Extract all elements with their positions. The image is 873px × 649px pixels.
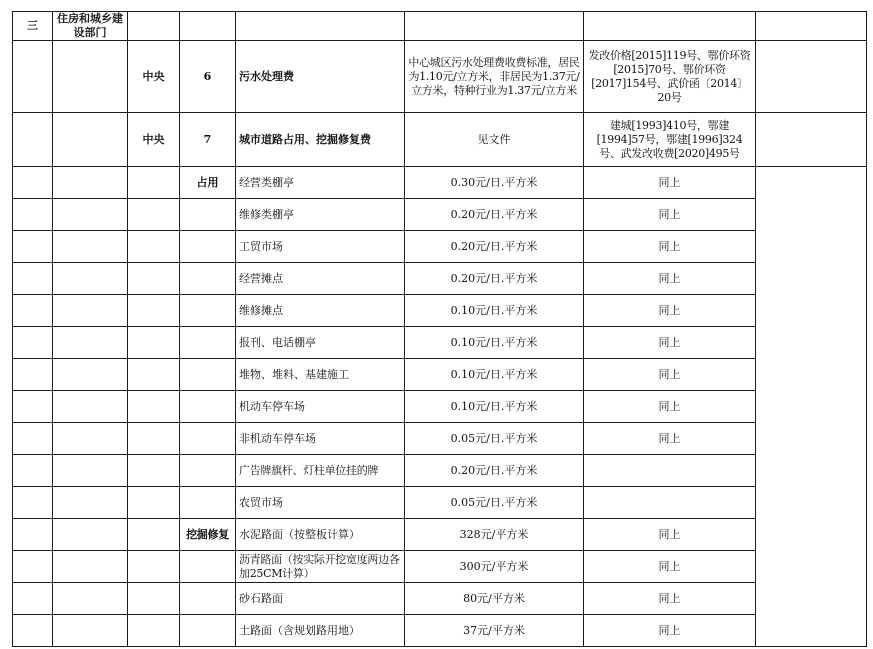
item-basis: 同上 [584,359,756,391]
empty-cell [53,487,128,519]
occupy-label: 占用 [180,167,236,199]
fee-level: 中央 [128,41,180,113]
item-standard: 0.20元/日.平方米 [405,199,584,231]
sub-item-row [13,391,867,423]
item-standard: 0.10元/日.平方米 [405,295,584,327]
empty-cell [13,359,53,391]
empty-cell [13,41,53,113]
item-name: 广告牌旗杆、灯柱单位挂的牌 [236,455,405,487]
empty-cell [180,487,236,519]
sub-item-row [13,327,867,359]
empty-cell [53,113,128,167]
item-standard: 0.10元/日.平方米 [405,327,584,359]
empty-cell [13,295,53,327]
item-basis: 同上 [584,263,756,295]
sub-item-row [13,551,867,583]
empty-cell [53,423,128,455]
empty-cell [128,263,180,295]
empty-cell [53,295,128,327]
fee-name: 污水处理费 [236,41,405,113]
item-basis: 同上 [584,615,756,647]
item-name: 维修摊点 [236,295,405,327]
item-basis: 同上 [584,327,756,359]
empty-cell [180,295,236,327]
fee-seq: 6 [180,41,236,113]
item-basis: 同上 [584,295,756,327]
empty-cell [180,615,236,647]
sub-item-row [13,231,867,263]
item-name: 土路面（含规划路用地） [236,615,405,647]
sub-item-row [13,519,867,551]
empty-merged-cell [756,167,867,647]
empty-cell [128,359,180,391]
item-basis: 同上 [584,231,756,263]
empty-cell [13,455,53,487]
empty-cell [13,391,53,423]
empty-cell [13,487,53,519]
empty-cell [53,615,128,647]
item-basis: 同上 [584,199,756,231]
fee-basis: 发改价格[2015]119号、鄂价环资[2015]70号、鄂价环资[2017]154号、武价函〔2014〕20号 [584,41,756,113]
empty-cell [128,551,180,583]
empty-cell [180,455,236,487]
item-standard: 0.20元/日.平方米 [405,455,584,487]
empty-cell [53,359,128,391]
empty-cell [756,12,867,41]
item-basis: 同上 [584,167,756,199]
empty-cell [128,583,180,615]
item-standard: 0.30元/日.平方米 [405,167,584,199]
sub-item-row [13,167,867,199]
empty-cell [128,455,180,487]
item-basis: 同上 [584,551,756,583]
item-standard: 0.05元/日.平方米 [405,423,584,455]
item-name: 农贸市场 [236,487,405,519]
fee-row [13,113,867,167]
sub-item-row [13,583,867,615]
item-name: 经营类棚亭 [236,167,405,199]
sub-item-row [13,615,867,647]
item-name: 非机动车停车场 [236,423,405,455]
item-basis: 同上 [584,391,756,423]
empty-cell [180,12,236,41]
empty-cell [180,327,236,359]
empty-cell [756,41,867,113]
item-standard: 80元/平方米 [405,583,584,615]
item-standard: 0.10元/日.平方米 [405,391,584,423]
sub-item-row [13,359,867,391]
empty-cell [405,12,584,41]
fee-level: 中央 [128,113,180,167]
item-standard: 300元/平方米 [405,551,584,583]
empty-cell [128,391,180,423]
empty-cell [128,231,180,263]
empty-cell [180,423,236,455]
sub-item-row [13,295,867,327]
item-name: 工贸市场 [236,231,405,263]
empty-cell [53,455,128,487]
empty-cell [128,423,180,455]
empty-cell [53,231,128,263]
empty-cell [180,263,236,295]
item-standard: 0.20元/日.平方米 [405,263,584,295]
empty-cell [128,327,180,359]
empty-cell [53,167,128,199]
empty-cell [13,423,53,455]
sub-item-row [13,423,867,455]
section-row [13,12,867,41]
sub-item-row [13,487,867,519]
fee-table [12,11,867,647]
item-standard: 0.20元/日.平方米 [405,231,584,263]
item-basis [584,487,756,519]
fee-standard: 中心城区污水处理费收费标准，居民为1.10元/立方米，非居民为1.37元/立方米，特种行业为1.37元/立方米 [405,41,584,113]
empty-cell [13,231,53,263]
item-standard: 328元/平方米 [405,519,584,551]
empty-cell [236,12,405,41]
empty-cell [53,41,128,113]
empty-cell [53,551,128,583]
fee-row [13,41,867,113]
empty-cell [53,327,128,359]
item-name: 报刊、电话棚亭 [236,327,405,359]
empty-cell [128,199,180,231]
empty-cell [53,519,128,551]
fee-standard: 见文件 [405,113,584,167]
empty-cell [53,391,128,423]
empty-cell [13,551,53,583]
empty-cell [128,167,180,199]
item-basis: 同上 [584,423,756,455]
fee-basis: 建城[1993]410号，鄂建[1994]57号，鄂建[1996]324号、武发改收费[2020]495号 [584,113,756,167]
item-name: 砂石路面 [236,583,405,615]
empty-cell [180,391,236,423]
empty-cell [180,583,236,615]
item-standard: 0.05元/日.平方米 [405,487,584,519]
fee-name: 城市道路占用、挖掘修复费 [236,113,405,167]
excavate-label: 挖掘修复 [180,519,236,551]
item-name: 堆物、堆料、基建施工 [236,359,405,391]
item-name: 沥青路面（按实际开挖宽度两边各加25CM计算） [236,551,405,583]
empty-cell [13,615,53,647]
empty-cell [53,263,128,295]
empty-cell [128,519,180,551]
empty-cell [13,583,53,615]
empty-cell [128,487,180,519]
sub-item-row [13,199,867,231]
empty-cell [13,199,53,231]
item-basis: 同上 [584,519,756,551]
empty-cell [756,113,867,167]
item-standard: 37元/平方米 [405,615,584,647]
empty-cell [180,359,236,391]
empty-cell [584,12,756,41]
empty-cell [53,583,128,615]
empty-cell [128,12,180,41]
empty-cell [180,199,236,231]
empty-cell [128,295,180,327]
empty-cell [13,519,53,551]
sub-item-row [13,455,867,487]
empty-cell [180,551,236,583]
empty-cell [180,231,236,263]
section-department: 住房和城乡建设部门 [53,12,128,41]
empty-cell [13,167,53,199]
fee-seq: 7 [180,113,236,167]
item-name: 维修类棚亭 [236,199,405,231]
item-name: 经营摊点 [236,263,405,295]
item-name: 机动车停车场 [236,391,405,423]
item-standard: 0.10元/日.平方米 [405,359,584,391]
empty-cell [13,113,53,167]
item-basis: 同上 [584,583,756,615]
section-number: 三 [13,12,53,41]
item-basis [584,455,756,487]
sub-item-row [13,263,867,295]
empty-cell [13,327,53,359]
empty-cell [128,615,180,647]
item-name: 水泥路面（按整板计算） [236,519,405,551]
empty-cell [13,263,53,295]
empty-cell [53,199,128,231]
